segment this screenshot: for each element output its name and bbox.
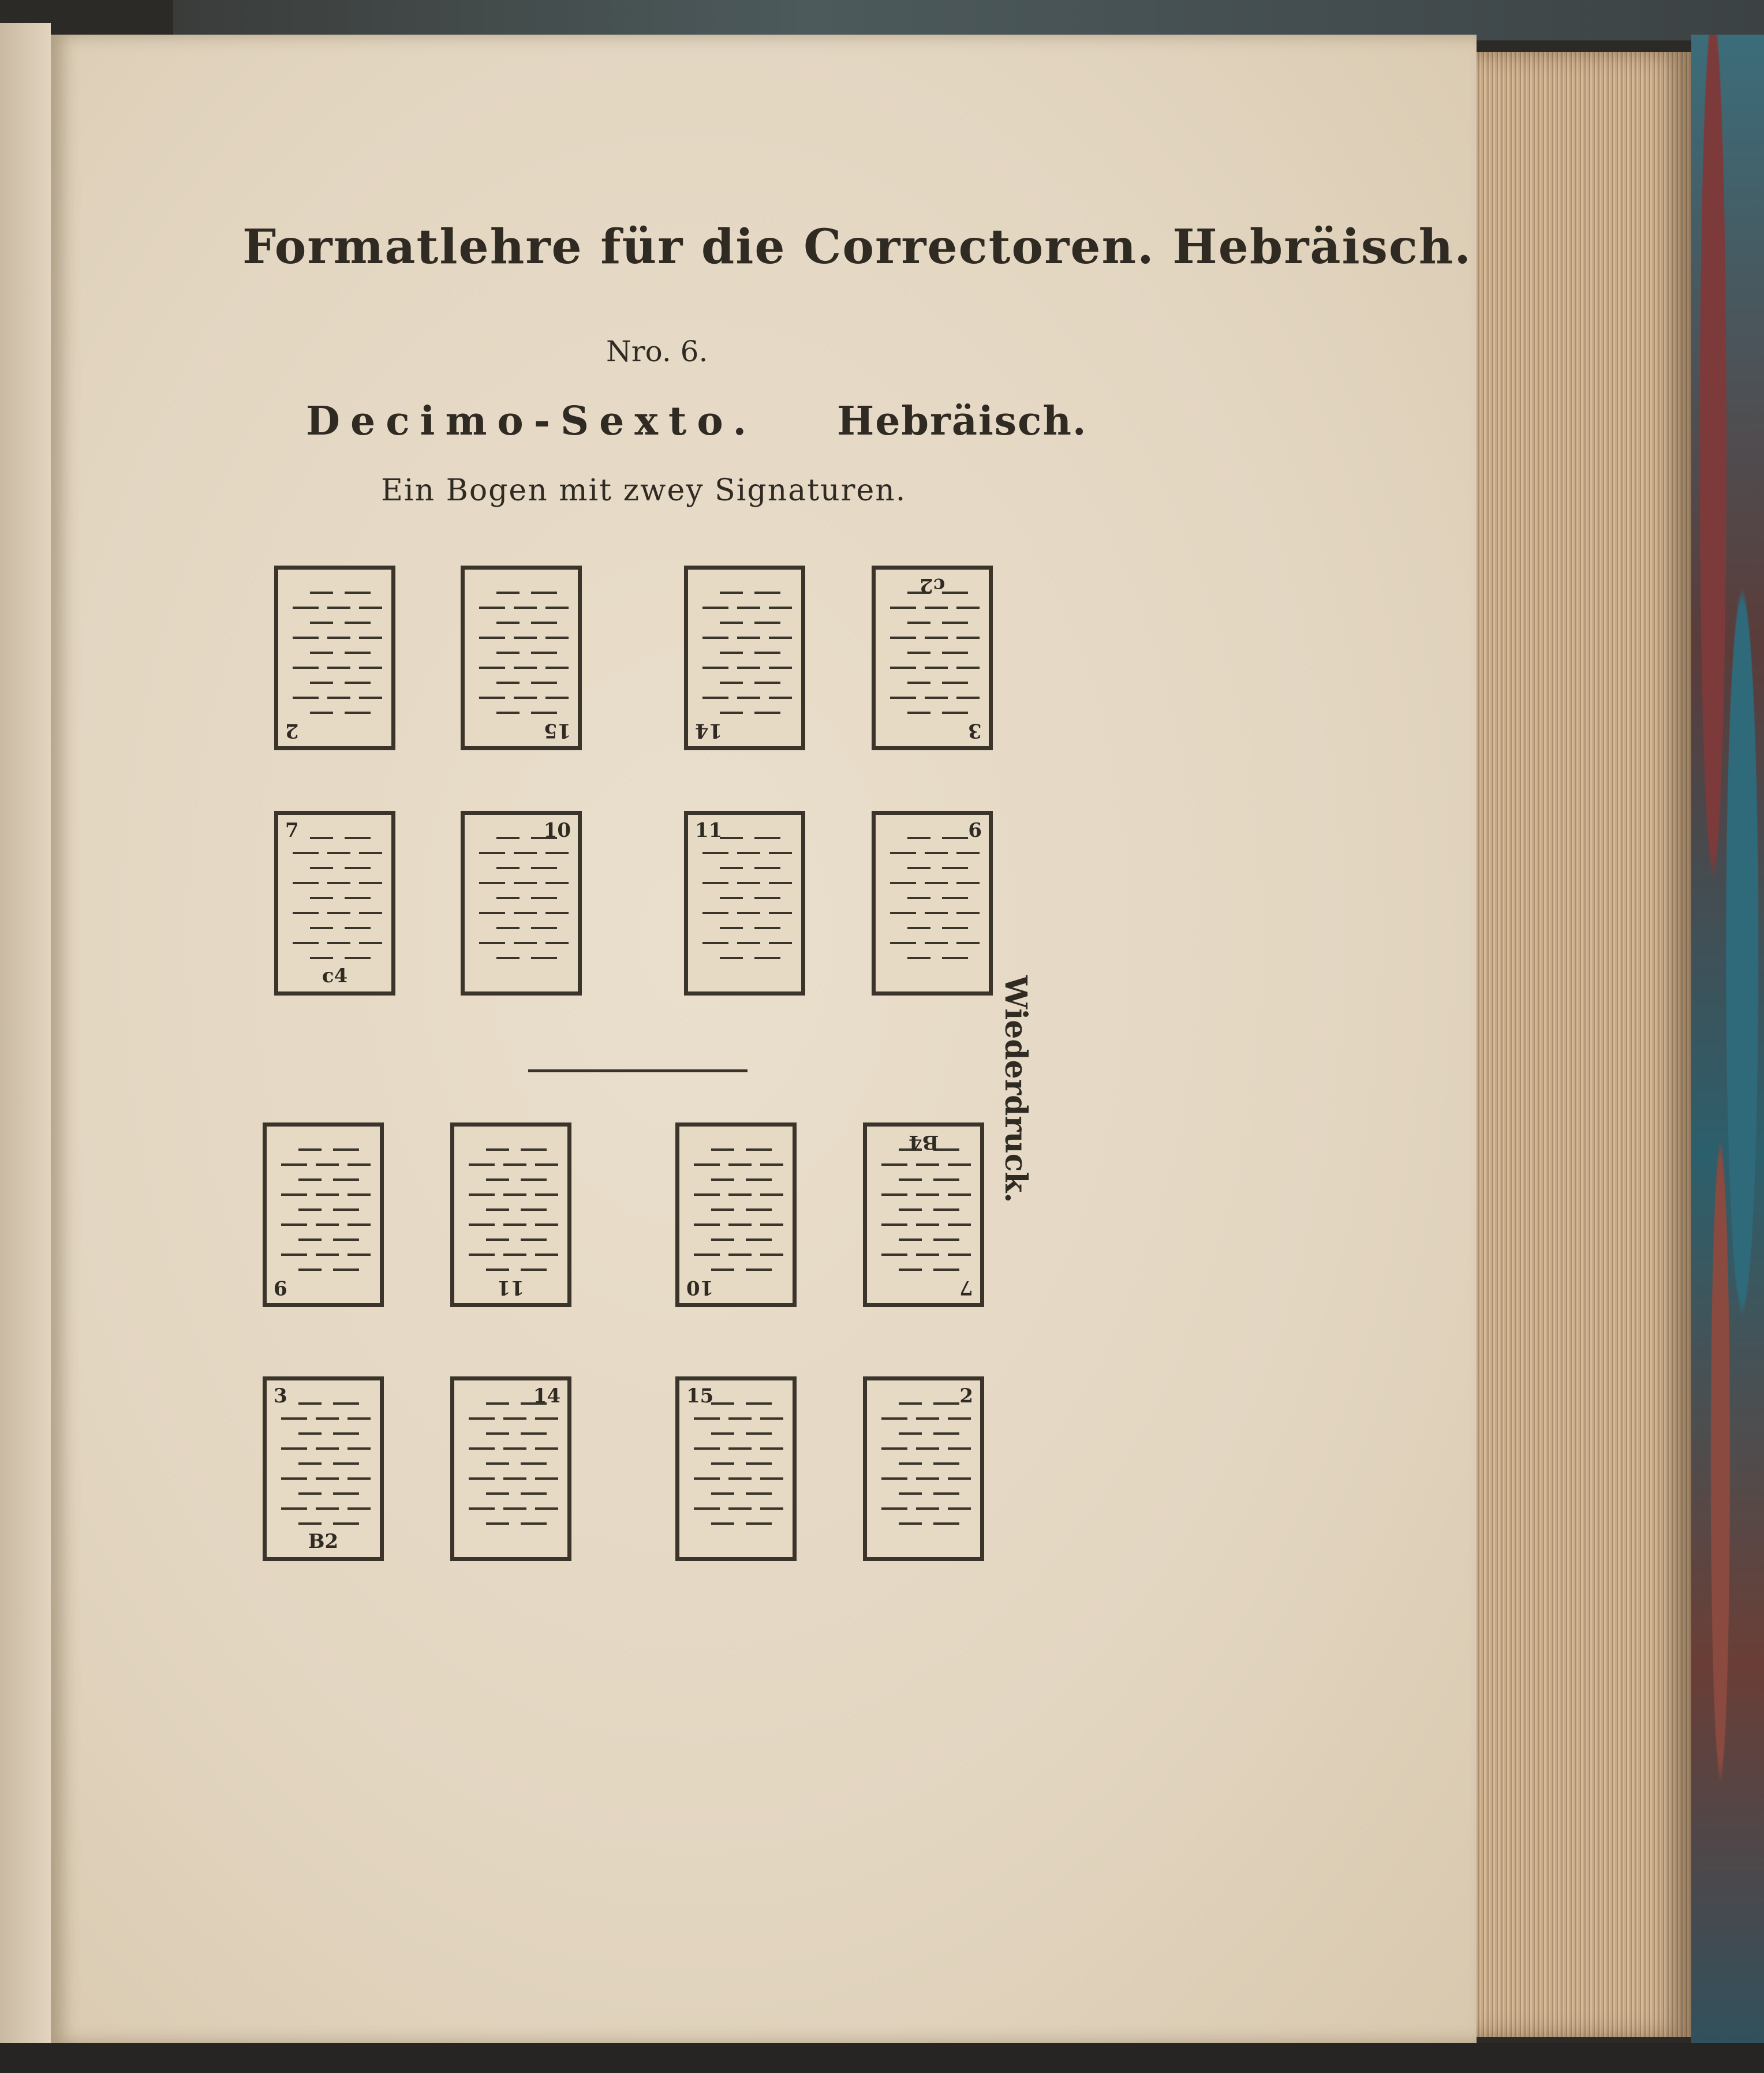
page-signature: 7: [959, 1276, 973, 1299]
caption: Ein Bogen mit zwey Signaturen.: [381, 473, 907, 508]
page-number: B4: [908, 1131, 939, 1154]
page-signature: B2: [308, 1530, 339, 1553]
page-number: 6: [968, 819, 982, 842]
page-edges: [1477, 52, 1691, 2037]
page-diagram: [684, 811, 805, 996]
page-diagram: [872, 811, 993, 996]
page-number: c2: [919, 574, 945, 597]
page-diagram: [461, 811, 582, 996]
page-number: 14: [533, 1385, 560, 1408]
bottom-shadow: [0, 2043, 1764, 2073]
page-signature: c4: [322, 964, 348, 987]
page-number: 2: [959, 1385, 973, 1408]
page-diagram: [872, 566, 993, 750]
page-diagram: [450, 1376, 571, 1561]
page-number: 3: [274, 1385, 287, 1408]
page: [51, 35, 1477, 2043]
page-number: 15: [543, 719, 571, 742]
facing-page-edge: [0, 23, 51, 2043]
page-diagram: [863, 1122, 984, 1307]
page-diagram: [461, 566, 582, 750]
page-diagram: [863, 1376, 984, 1561]
page-diagram: [675, 1376, 797, 1561]
page-number: 2: [285, 719, 299, 742]
format-name: Decimo-Sexto.: [306, 398, 757, 444]
page-diagram: [274, 811, 395, 996]
page-diagram: [274, 566, 395, 750]
page-number: 7: [285, 819, 299, 842]
marbled-cover: [1691, 35, 1764, 2073]
page-signature: 3: [968, 719, 982, 742]
format-heading: [306, 398, 1087, 456]
page-diagram: [263, 1122, 384, 1307]
section-number: Nro. 6.: [606, 335, 708, 368]
page-number: 15: [686, 1385, 714, 1408]
page-number: 11: [497, 1276, 525, 1299]
page-number: 10: [686, 1276, 714, 1299]
page-number: 10: [543, 819, 571, 842]
page-diagram: [450, 1122, 571, 1307]
page-number: 9: [274, 1276, 287, 1299]
page-diagram: [675, 1122, 797, 1307]
page-number: 14: [695, 719, 723, 742]
page-diagram: [263, 1376, 384, 1561]
side-label: Wiederdruck.: [998, 975, 1033, 1203]
divider-rule: [528, 1069, 748, 1072]
format-language: Hebräisch.: [837, 398, 1087, 444]
page-number: 11: [695, 819, 723, 842]
page-diagram: [684, 566, 805, 750]
page-title: Formatlehre für die Correctoren. Hebräisch.: [242, 219, 1472, 275]
